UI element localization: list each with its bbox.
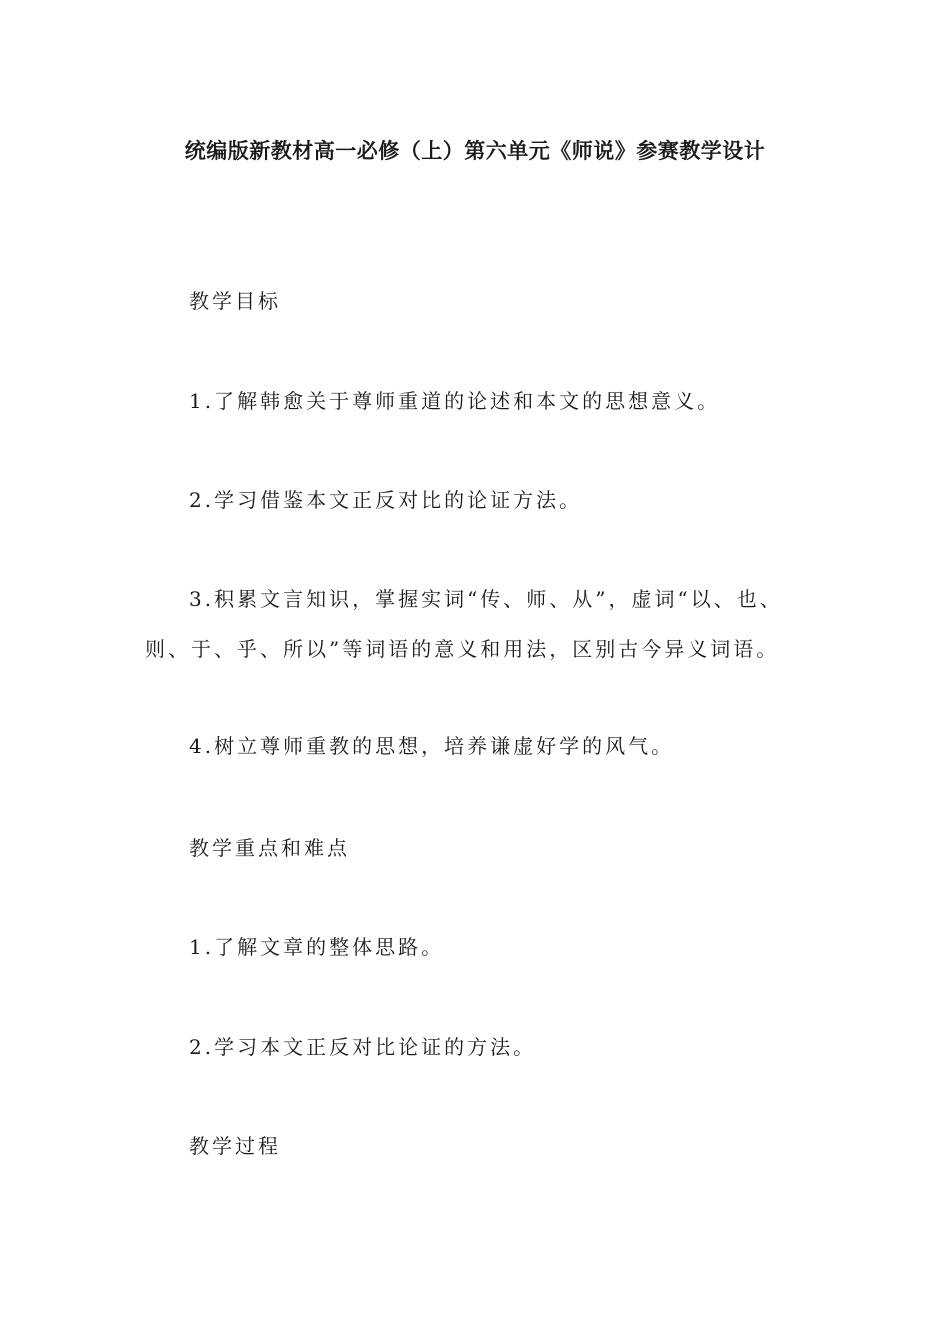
document-title: 统编版新教材高一必修（上）第六单元《师说》参赛教学设计: [184, 139, 766, 163]
key-point-item-2: 2.学习本文正反对比论证的方法。: [189, 1035, 537, 1059]
key-point-item-1: 1.了解文章的整体思路。: [189, 935, 445, 959]
section-heading-process: 教学过程: [189, 1134, 281, 1158]
objective-item-4: 4.树立尊师重教的思想，培养谦虚好学的风气。: [189, 734, 675, 758]
objective-item-3: 3.积累文言知识，掌握实词“传、师、从”，虚词“以、也、则、于、乎、所以”等词语的意义和用法，区别古今异义词语。: [145, 587, 783, 661]
objective-item-2: 2.学习借鉴本文正反对比的论证方法。: [189, 488, 583, 512]
section-heading-objectives: 教学目标: [189, 289, 281, 313]
section-heading-key-points: 教学重点和难点: [189, 836, 350, 860]
objective-item-1: 1.了解韩愈关于尊师重道的论述和本文的思想意义。: [189, 389, 721, 413]
